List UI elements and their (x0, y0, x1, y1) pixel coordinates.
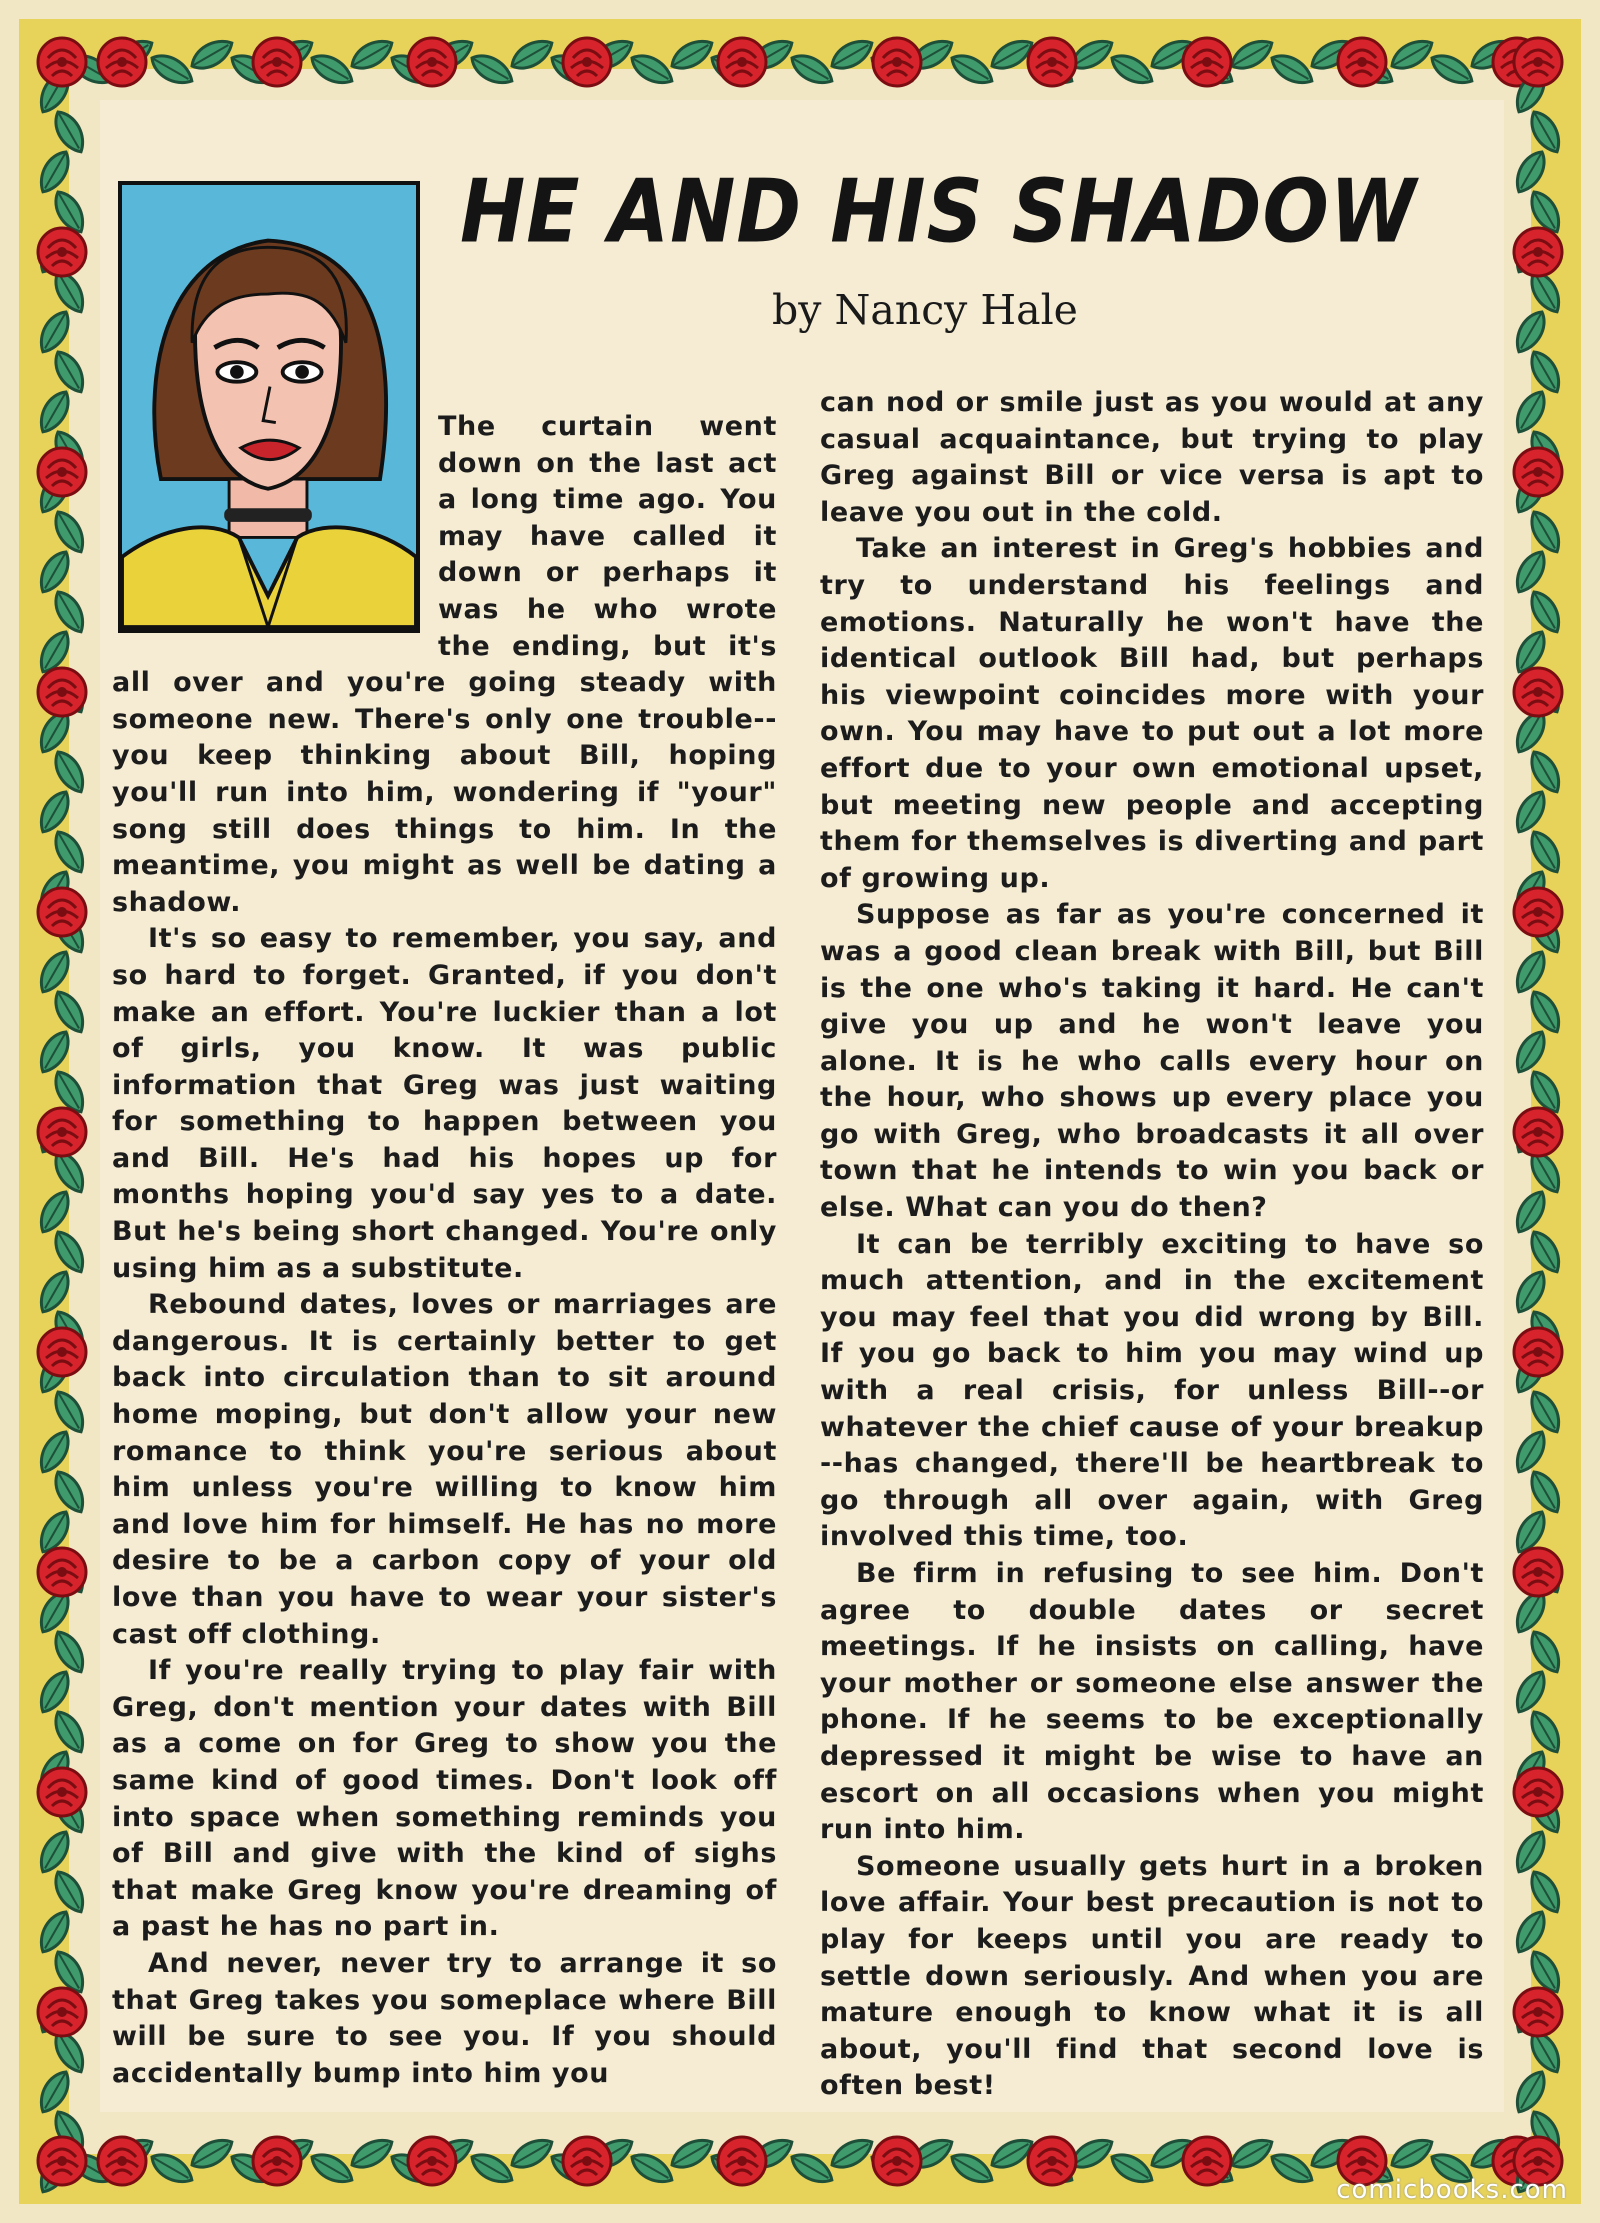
rose (718, 38, 766, 86)
paragraph: Someone usually gets hurt in a broken love affair. Your best precaution is not to play for keeps until you are ready to settle down seriously. And when you are mature enough to know what it is all about, you'll find that second love is often best! (820, 1850, 1484, 2102)
rose (1183, 2137, 1231, 2185)
rose (873, 2137, 921, 2185)
paragraph: Take an interest in Greg's hobbies and try to understand his feelings and emotions. Naturally he won't have the identical outlook Bill had, but perhaps his viewpoint coincides more with your own. You may have to put out a lot more effort due to your own emotional upset, but meeting new people and accepting them for themselves is diverting and part of growing up. (820, 533, 1484, 894)
paragraph: Suppose as far as you're concerned it was a good clean break with Bill, but Bill is the one who's taking it hard. He can't give you up and he won't leave you alone. It is he who calls every hour on the hour, who shows up every place you go with Greg, who broadcasts it all over town that he intends to win you back or else. What can you do then? (820, 899, 1484, 1224)
rose (1514, 668, 1562, 716)
rose (38, 668, 86, 716)
rose (1514, 1108, 1562, 1156)
rose (1028, 38, 1076, 86)
article-title: HE AND HIS SHADOW (460, 162, 1417, 263)
portrait-wrap-spacer (112, 409, 438, 641)
rose (718, 2137, 766, 2185)
rose (38, 448, 86, 496)
rose (1514, 1328, 1562, 1376)
rose (1514, 228, 1562, 276)
paragraph: Rebound dates, loves or marriages are dangerous. It is certainly better to get back into circulation than to sit around home moping, but don't allow your new romance to think you're serious about him unless you're willing to know him and love him for himself. He has no more desire to be a carbon copy of your old love than you have to wear your sister's cast off clothing. (112, 1289, 777, 1650)
rose (563, 2137, 611, 2185)
paragraph: If you're really trying to play fair with Greg, don't mention your dates with Bill as a come on for Greg to show you the same kind of good times. Don't look off into space when something reminds you of Bill and give with the kind of sighs that make Greg know you're dreaming of a past he has no part in. (112, 1655, 777, 1943)
rose (98, 38, 146, 86)
rose (98, 2137, 146, 2185)
rose (1183, 38, 1231, 86)
rose (408, 2137, 456, 2185)
article-column-left (112, 409, 777, 2092)
site-watermark: comicbooks.com (1336, 2175, 1568, 2205)
rose (1514, 1988, 1562, 2036)
rose (38, 1988, 86, 2036)
paragraph: Be firm in refusing to see him. Don't agree to double dates or secret meetings. If he insists on calling, have your mother or someone else answer the phone. If he seems to be exceptionally depressed it might be wise to have an escort on all occasions when you might run into him. (820, 1558, 1484, 1846)
rose (1514, 888, 1562, 936)
rose (563, 38, 611, 86)
rose (38, 2137, 86, 2185)
paragraph: The curtain went down on the last act a long time ago. You may have called it down or perhaps it was he who wrote the ending, but it's all over and you're going steady with someone new. There's only one trouble--you keep thinking about Bill, hoping you'll run into him, wondering if "your" song still does things to him. In the meantime, you might as well be dating a shadow. (112, 411, 777, 918)
rose (38, 1108, 86, 1156)
rose (253, 2137, 301, 2185)
rose (1514, 1548, 1562, 1596)
rose (1514, 1768, 1562, 1816)
article-column-right (820, 385, 1484, 2105)
paragraph: can nod or smile just as you would at any casual acquaintance, but trying to play Greg against Bill or vice versa is apt to leave you out in the cold. (820, 387, 1484, 528)
rose (873, 38, 921, 86)
rose (38, 1548, 86, 1596)
rose (253, 38, 301, 86)
rose (38, 228, 86, 276)
rose (38, 1328, 86, 1376)
paragraph: And never, never try to arrange it so that Greg takes you someplace where Bill will be sure to see you. If you should accidentally bump into him you (112, 1947, 777, 2089)
article-byline: by Nancy Hale (772, 286, 1078, 334)
rose (1028, 2137, 1076, 2185)
rose (38, 38, 86, 86)
rose (1514, 38, 1562, 86)
rose (408, 38, 456, 86)
rose (1514, 448, 1562, 496)
paragraph: It's so easy to remember, you say, and so hard to forget. Granted, if you don't make an effort. You're luckier than a lot of girls, you know. It was public information that Greg was just waiting for something to happen between you and Bill. He's had his hopes up for months hoping you'd say yes to a date. But he's being short changed. You're only using him as a substitute. (112, 923, 777, 1284)
rose (38, 888, 86, 936)
rose (1338, 38, 1386, 86)
paragraph: It can be terribly exciting to have so much attention, and in the excitement you may feel that you did wrong by Bill. If you go back to him you may wind up with a real crisis, for unless Bill--or whatever the chief cause of your breakup --has changed, there'll be heartbreak to go through all over again, with Greg involved this time, too. (820, 1228, 1484, 1553)
rose (38, 1768, 86, 1816)
